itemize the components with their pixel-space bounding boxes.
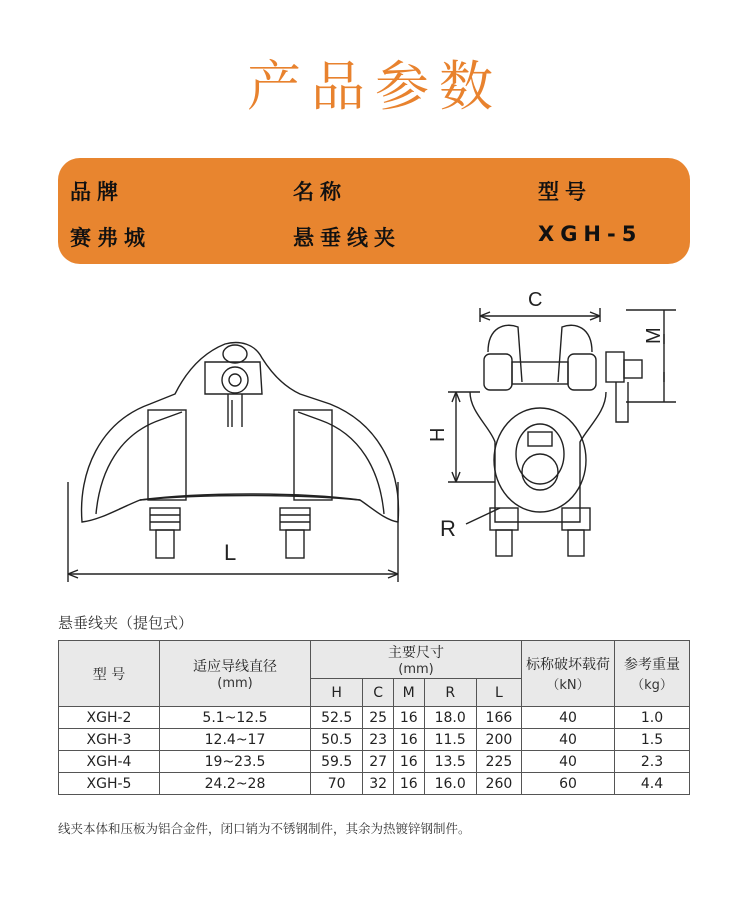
- model-label: 型号: [538, 180, 592, 204]
- spec-table: [58, 640, 690, 795]
- side-view: [448, 308, 676, 556]
- header-dim-l: L: [476, 679, 521, 707]
- table-row: [59, 707, 690, 729]
- cell-model: XGH-5: [59, 773, 160, 795]
- dim-label-M: M: [643, 327, 665, 344]
- cell-breaking: 40: [522, 729, 615, 751]
- cell-weight: 1.0: [615, 707, 690, 729]
- header-breaking-label: 标称破坏载荷: [526, 657, 610, 673]
- cell-model: XGH-2: [59, 707, 160, 729]
- technical-drawing: [0, 282, 750, 602]
- cell-diameter: 12.4~17: [160, 729, 311, 751]
- cell-m: 16: [393, 707, 424, 729]
- header-dim-h: H: [311, 679, 363, 707]
- cell-model: XGH-3: [59, 729, 160, 751]
- header-breaking-unit: （kN）: [546, 678, 590, 693]
- cell-l: 166: [476, 707, 521, 729]
- cell-r: 18.0: [424, 707, 476, 729]
- dim-label-H: H: [427, 427, 449, 442]
- cell-diameter: 24.2~28: [160, 773, 311, 795]
- cell-model: XGH-4: [59, 751, 160, 773]
- cell-l: 200: [476, 729, 521, 751]
- dim-label-R: R: [440, 516, 456, 541]
- cell-r: 13.5: [424, 751, 476, 773]
- header-diameter-label: 适应导线直径: [193, 659, 277, 675]
- header-breaking: [522, 641, 615, 707]
- header-diameter-unit: (mm): [217, 676, 253, 691]
- cell-r: 11.5: [424, 729, 476, 751]
- cell-diameter: 5.1~12.5: [160, 707, 311, 729]
- header-weight-label: 参考重量: [624, 657, 680, 673]
- cell-h: 52.5: [311, 707, 363, 729]
- name-label: 名称: [293, 180, 347, 204]
- header-dims-unit: (mm): [398, 662, 434, 677]
- cell-l: 260: [476, 773, 521, 795]
- cell-l: 225: [476, 751, 521, 773]
- page-title: 产品参数: [247, 55, 503, 118]
- cell-r: 16.0: [424, 773, 476, 795]
- cell-c: 23: [363, 729, 394, 751]
- cell-breaking: 60: [522, 773, 615, 795]
- model-value: XGH-5: [538, 222, 643, 246]
- brand-value: 赛弗城: [70, 226, 151, 250]
- product-info-band: [58, 158, 690, 264]
- table-row: [59, 729, 690, 751]
- cell-h: 70: [311, 773, 363, 795]
- header-dims-label: 主要尺寸: [388, 645, 444, 661]
- header-weight: [615, 641, 690, 707]
- table-caption: 悬垂线夹（提包式）: [58, 614, 194, 632]
- cell-weight: 2.3: [615, 751, 690, 773]
- cell-m: 16: [393, 729, 424, 751]
- cell-weight: 1.5: [615, 729, 690, 751]
- header-diameter: [160, 641, 311, 707]
- cell-c: 27: [363, 751, 394, 773]
- cell-weight: 4.4: [615, 773, 690, 795]
- header-dims: [311, 641, 522, 679]
- footnote: 线夹本体和压板为铝合金件，闭口销为不锈钢制件，其余为热镀锌钢制件。: [58, 821, 471, 836]
- table-row: [59, 751, 690, 773]
- name-value: 悬垂线夹: [293, 226, 401, 250]
- header-dim-m: M: [393, 679, 424, 707]
- header-dim-r: R: [424, 679, 476, 707]
- cell-m: 16: [393, 773, 424, 795]
- cell-h: 50.5: [311, 729, 363, 751]
- dim-label-C: C: [528, 289, 543, 311]
- cell-breaking: 40: [522, 751, 615, 773]
- table-row: [59, 773, 690, 795]
- header-weight-unit: （kg）: [631, 678, 673, 693]
- cell-breaking: 40: [522, 707, 615, 729]
- cell-c: 32: [363, 773, 394, 795]
- header-model: 型 号: [59, 641, 160, 707]
- cell-h: 59.5: [311, 751, 363, 773]
- cell-diameter: 19~23.5: [160, 751, 311, 773]
- header-dim-c: C: [363, 679, 394, 707]
- cell-m: 16: [393, 751, 424, 773]
- dim-label-L: L: [224, 540, 237, 565]
- cell-c: 25: [363, 707, 394, 729]
- brand-label: 品牌: [70, 180, 124, 204]
